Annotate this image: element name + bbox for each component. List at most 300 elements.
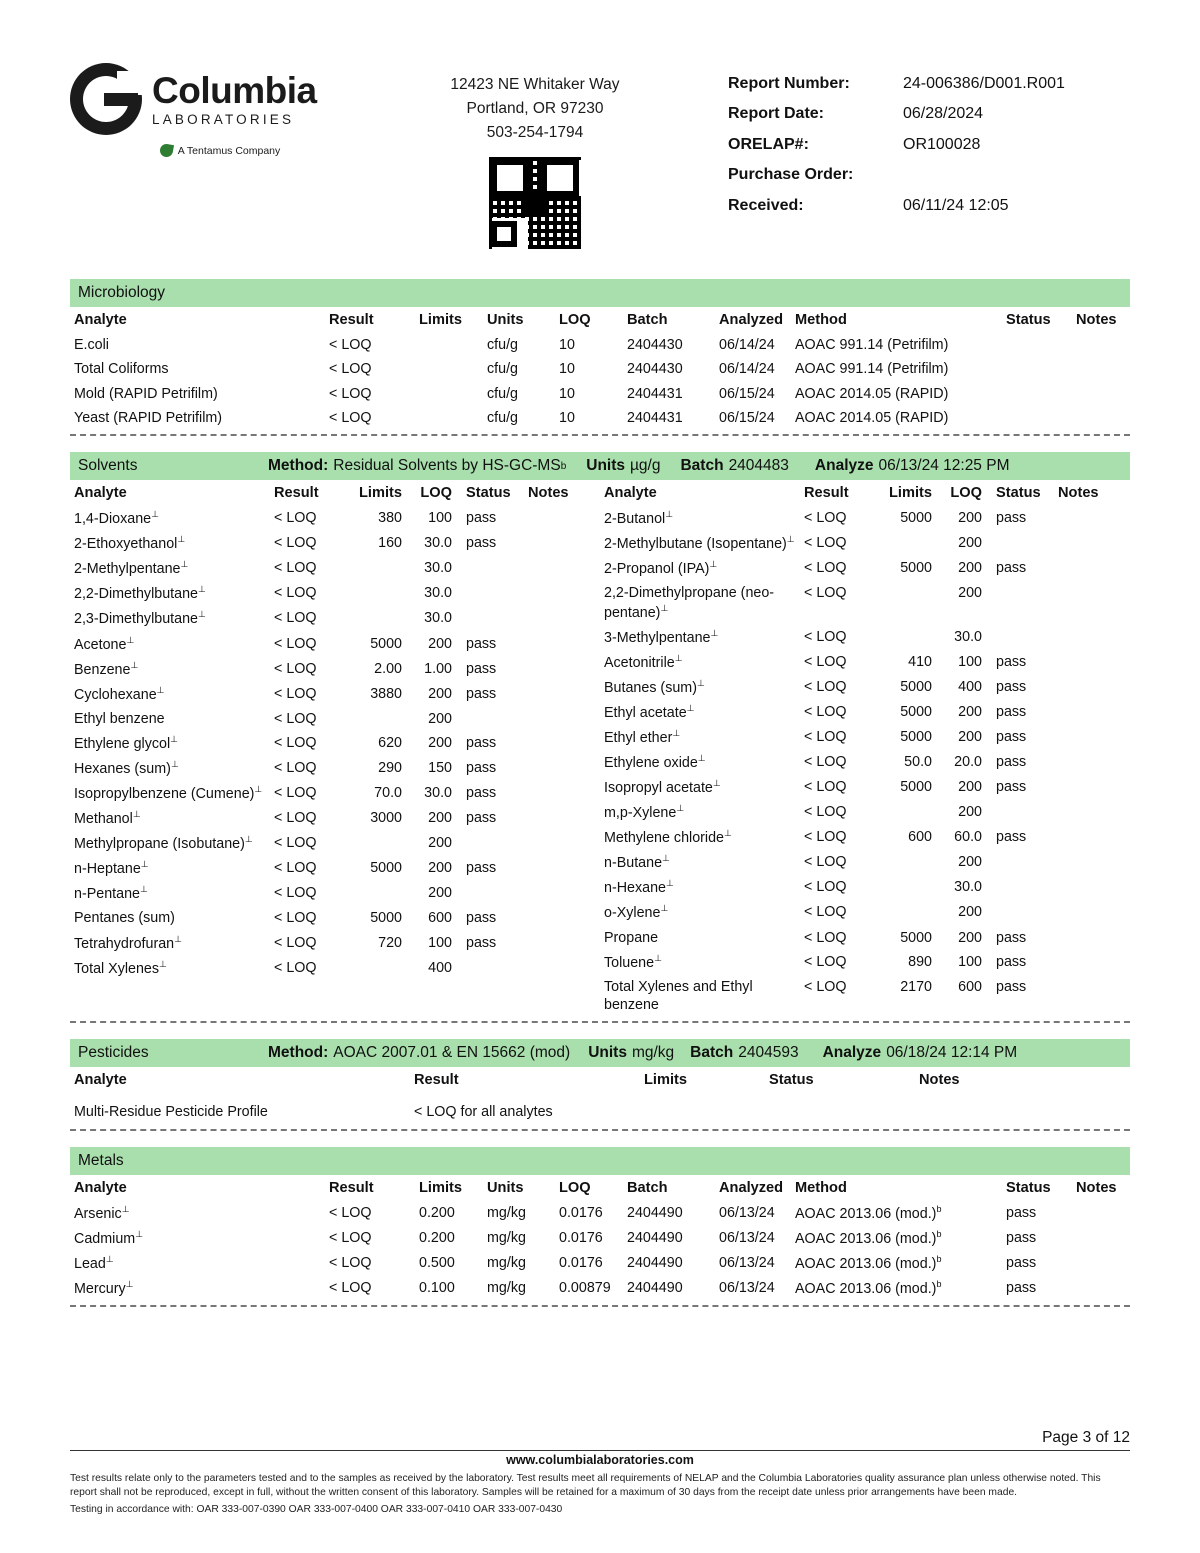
disclaimer-text: Test results relate only to the parameters tested and to the samples as received by the laboratory. Test results meet all requirements of NELAP and the Columbia Laboratories quality assurance plan unless otherwise noted. This report shall not be reproduced, except in full, without the written consent of this laboratory. Samples will be retained for a maximum of 30 days from the receipt date unless prior arrangements have been made. bbox=[70, 1473, 1101, 1499]
cell-limits bbox=[354, 831, 412, 856]
cell-result: < LOQ bbox=[274, 635, 317, 652]
cell-notes bbox=[524, 781, 600, 806]
cell-notes bbox=[1054, 875, 1130, 900]
cell-limits: 620 bbox=[378, 735, 402, 752]
table-row bbox=[70, 531, 600, 556]
cell-limits: 2170 bbox=[900, 978, 932, 995]
table-row bbox=[70, 956, 600, 981]
cell-status: pass bbox=[466, 660, 497, 677]
cell-limits bbox=[884, 875, 942, 900]
col-result: Result bbox=[414, 1072, 459, 1089]
table-row bbox=[600, 800, 1130, 825]
cell-loq: 600 bbox=[428, 910, 452, 927]
cell-analyte: Lead⊥ bbox=[74, 1253, 114, 1272]
cell-status bbox=[992, 875, 1054, 900]
cell-loq: 200 bbox=[428, 810, 452, 827]
section-header-metals bbox=[70, 1147, 1130, 1175]
col-notes: Notes bbox=[1076, 1179, 1117, 1196]
solvents-table-right bbox=[600, 480, 1130, 1017]
cell-loq: 200 bbox=[428, 685, 452, 702]
cell-units: mg/kg bbox=[487, 1204, 526, 1221]
col-limits: Limits bbox=[419, 1179, 462, 1196]
cell-loq: 0.0176 bbox=[559, 1204, 603, 1221]
cell-status: pass bbox=[466, 810, 497, 827]
cell-analyte: Butanes (sum)⊥ bbox=[604, 677, 705, 696]
cell-loq: 150 bbox=[428, 760, 452, 777]
cell-analyte: Yeast (RAPID Petrifilm) bbox=[74, 409, 223, 426]
cell-limits: 50.0 bbox=[904, 754, 932, 771]
cell-limits bbox=[884, 581, 942, 624]
accordance-text: Testing in accordance with: OAR 333-007-0390 OAR 333-007-0400 OAR 333-007-0410 OAR 333-007-0430 bbox=[70, 1504, 563, 1516]
leaf-icon bbox=[159, 143, 174, 158]
cell-status bbox=[992, 581, 1054, 624]
cell-notes bbox=[1054, 926, 1130, 950]
col-units: Units bbox=[487, 1179, 524, 1196]
cell-status: pass bbox=[466, 635, 497, 652]
cell-analyte: Acetone⊥ bbox=[74, 634, 135, 653]
cell-notes bbox=[524, 556, 600, 581]
cell-result: < LOQ bbox=[329, 337, 372, 354]
cell-loq: 600 bbox=[958, 978, 982, 995]
meta-label: Report Number: bbox=[728, 75, 850, 92]
cell-method: AOAC 991.14 (Petrifilm) bbox=[795, 361, 949, 378]
website-link[interactable]: www.columbialaboratories.com bbox=[500, 1453, 700, 1467]
cell-result: < LOQ bbox=[274, 610, 317, 627]
cell-analyte: Mercury⊥ bbox=[74, 1278, 134, 1297]
cell-result: < LOQ for all analytes bbox=[414, 1104, 553, 1121]
col-loq: LOQ bbox=[559, 312, 591, 329]
cell-result: < LOQ bbox=[804, 953, 847, 970]
cell-analyte: Methylpropane (Isobutane)⊥ bbox=[74, 834, 253, 853]
cell-loq: 200 bbox=[958, 585, 982, 602]
cell-loq: 200 bbox=[958, 703, 982, 720]
cell-notes bbox=[1054, 700, 1130, 725]
cell-result: < LOQ bbox=[804, 628, 847, 645]
cell-result: < LOQ bbox=[274, 560, 317, 577]
table-row bbox=[70, 333, 1130, 357]
cell-analyte: Propane bbox=[604, 929, 659, 946]
cell-result: < LOQ bbox=[804, 829, 847, 846]
cell-limits: 5000 bbox=[900, 929, 932, 946]
method-footnote-marker: b bbox=[560, 460, 567, 472]
table-row bbox=[600, 750, 1130, 775]
cell-analyte: n-Hexane⊥ bbox=[604, 878, 674, 897]
cell-status bbox=[1002, 357, 1072, 381]
section-title: Solvents bbox=[78, 457, 138, 475]
cell-loq: 200 bbox=[958, 535, 982, 552]
cell-loq: 30.0 bbox=[424, 585, 452, 602]
qr-code bbox=[489, 157, 581, 249]
units-label: Units bbox=[588, 1044, 627, 1062]
table-row bbox=[70, 1251, 1130, 1276]
cell-status bbox=[462, 831, 524, 856]
cell-analyzed: 06/13/24 bbox=[719, 1204, 775, 1221]
cell-limits: 2.00 bbox=[374, 660, 402, 677]
cell-batch: 2404490 bbox=[627, 1254, 683, 1271]
col-loq: LOQ bbox=[950, 485, 982, 502]
table-row bbox=[70, 1093, 1130, 1124]
table-row bbox=[70, 856, 600, 881]
col-result: Result bbox=[329, 312, 374, 329]
cell-notes bbox=[524, 506, 600, 531]
cell-notes bbox=[1054, 900, 1130, 925]
cell-loq: 0.0176 bbox=[559, 1254, 603, 1271]
cell-notes bbox=[1054, 850, 1130, 875]
cell-method: AOAC 2014.05 (RAPID) bbox=[795, 385, 949, 402]
cell-status: pass bbox=[466, 910, 497, 927]
table-row bbox=[600, 950, 1130, 975]
cell-notes bbox=[524, 881, 600, 906]
section-divider bbox=[70, 1021, 1130, 1023]
cell-analyte: Isopropyl acetate⊥ bbox=[604, 778, 721, 796]
cell-notes bbox=[524, 806, 600, 831]
cell-limits bbox=[640, 1093, 765, 1124]
cell-status bbox=[992, 531, 1054, 556]
table-row bbox=[600, 506, 1130, 531]
table-header-row bbox=[70, 1175, 1130, 1201]
cell-batch: 2404430 bbox=[627, 337, 683, 354]
table-row bbox=[600, 926, 1130, 950]
cell-status: pass bbox=[996, 678, 1027, 695]
cell-notes bbox=[524, 756, 600, 781]
cell-result: < LOQ bbox=[274, 710, 317, 727]
cell-analyte: Benzene⊥ bbox=[74, 659, 139, 678]
table-row bbox=[70, 906, 600, 930]
cell-notes bbox=[1072, 357, 1130, 381]
cell-result: < LOQ bbox=[804, 560, 847, 577]
cell-result: < LOQ bbox=[804, 779, 847, 796]
cell-analyte: Methylene chloride⊥ bbox=[604, 828, 732, 847]
cell-analyte: Methanol⊥ bbox=[74, 809, 141, 827]
meta-value: OR100028 bbox=[903, 135, 981, 153]
cell-analyte: Ethylene glycol⊥ bbox=[74, 734, 179, 752]
col-status: Status bbox=[996, 485, 1041, 502]
cell-status: pass bbox=[466, 934, 497, 951]
cell-result: < LOQ bbox=[804, 854, 847, 871]
pesticides-table bbox=[70, 1067, 1130, 1124]
cell-notes bbox=[1072, 406, 1130, 430]
cell-analyte: Total Xylenes⊥ bbox=[74, 958, 167, 977]
cell-notes bbox=[1054, 650, 1130, 675]
cell-limits bbox=[354, 556, 412, 581]
cell-analyzed: 06/15/24 bbox=[719, 409, 775, 426]
cell-result: < LOQ bbox=[804, 729, 847, 746]
cell-notes bbox=[1054, 825, 1130, 850]
cell-notes bbox=[524, 581, 600, 606]
cell-status: pass bbox=[996, 560, 1027, 577]
cell-status: pass bbox=[1006, 1254, 1037, 1271]
cell-loq: 10 bbox=[559, 337, 575, 354]
cell-limits: 600 bbox=[908, 829, 932, 846]
cell-result: < LOQ bbox=[804, 653, 847, 670]
cell-loq: 60.0 bbox=[954, 829, 982, 846]
logo-subtitle: LABORATORIES bbox=[152, 111, 295, 127]
cell-status: pass bbox=[996, 829, 1027, 846]
cell-limits: 5000 bbox=[370, 910, 402, 927]
solvents-tables bbox=[70, 480, 1130, 1017]
cell-limits: 5000 bbox=[900, 560, 932, 577]
microbiology-table bbox=[70, 307, 1130, 430]
cell-result: < LOQ bbox=[329, 1279, 372, 1296]
cell-limits: 720 bbox=[378, 934, 402, 951]
section-title: Pesticides bbox=[78, 1044, 149, 1062]
cell-limits: 380 bbox=[378, 510, 402, 527]
cell-notes bbox=[1072, 1276, 1130, 1301]
batch-value: 2404483 bbox=[728, 457, 789, 475]
cell-result: < LOQ bbox=[804, 804, 847, 821]
cell-notes bbox=[1054, 750, 1130, 775]
cell-notes bbox=[1072, 382, 1130, 406]
col-analyte: Analyte bbox=[74, 1179, 127, 1196]
cell-limits: 0.100 bbox=[419, 1279, 455, 1296]
cell-batch: 2404490 bbox=[627, 1229, 683, 1246]
analyze-value: 06/13/24 12:25 PM bbox=[878, 457, 1010, 475]
cell-status: pass bbox=[1006, 1229, 1037, 1246]
table-row bbox=[600, 775, 1130, 800]
address-phone: 503-254-1794 bbox=[486, 124, 584, 142]
cell-result: < LOQ bbox=[804, 703, 847, 720]
cell-analyzed: 06/14/24 bbox=[719, 361, 775, 378]
cell-result: < LOQ bbox=[804, 535, 847, 552]
cell-analyte: 2-Methylbutane (Isopentane)⊥ bbox=[604, 534, 795, 553]
cell-status: pass bbox=[1006, 1204, 1037, 1221]
cell-result: < LOQ bbox=[274, 959, 317, 976]
cell-batch: 2404431 bbox=[627, 385, 683, 402]
cell-status: pass bbox=[466, 685, 497, 702]
cell-loq: 30.0 bbox=[424, 535, 452, 552]
meta-row bbox=[728, 99, 1140, 129]
col-notes: Notes bbox=[1058, 485, 1099, 502]
cell-analyte: 2,2-Dimethylbutane⊥ bbox=[74, 584, 206, 603]
cell-limits: 3880 bbox=[370, 685, 402, 702]
page-number: Page 3 of 12 bbox=[1042, 1429, 1130, 1447]
cell-units: mg/kg bbox=[487, 1229, 526, 1246]
table-row bbox=[600, 850, 1130, 875]
section-divider bbox=[70, 1129, 1130, 1131]
cell-status bbox=[1002, 406, 1072, 430]
cell-analyte: Mold (RAPID Petrifilm) bbox=[74, 385, 218, 402]
table-row bbox=[70, 1226, 1130, 1251]
col-result: Result bbox=[804, 485, 849, 502]
cell-method: AOAC 2013.06 $(mod.)^b$ bbox=[795, 1278, 942, 1297]
cell-result: < LOQ bbox=[804, 510, 847, 527]
cell-limits bbox=[354, 956, 412, 981]
cell-notes bbox=[524, 956, 600, 981]
cell-analyte: Ethyl benzene bbox=[74, 710, 165, 727]
cell-analyte: Tetrahydrofuran⊥ bbox=[74, 933, 182, 952]
cell-limits: 5000 bbox=[900, 678, 932, 695]
batch-label: Batch bbox=[690, 1044, 734, 1062]
cell-analyzed: 06/15/24 bbox=[719, 385, 775, 402]
cell-result: < LOQ bbox=[804, 678, 847, 695]
cell-loq: 200 bbox=[428, 635, 452, 652]
section-title: Metals bbox=[78, 1151, 124, 1169]
address-line-2: Portland, OR 97230 bbox=[466, 100, 604, 118]
cell-result: < LOQ bbox=[329, 1229, 372, 1246]
cell-analyte: n-Butane⊥ bbox=[604, 853, 670, 872]
cell-status: pass bbox=[996, 653, 1027, 670]
cell-notes bbox=[524, 831, 600, 856]
col-batch: Batch bbox=[627, 312, 668, 329]
cell-loq: 10 bbox=[559, 409, 575, 426]
cell-notes bbox=[915, 1093, 1130, 1124]
cell-loq: 0.0176 bbox=[559, 1229, 603, 1246]
cell-limits bbox=[354, 881, 412, 906]
section-header-solvents bbox=[70, 452, 1130, 480]
cell-status: pass bbox=[466, 535, 497, 552]
col-loq: LOQ bbox=[420, 485, 452, 502]
meta-label: Purchase Order: bbox=[728, 166, 854, 184]
cell-analyte: 3-Methylpentane⊥ bbox=[604, 627, 719, 646]
cell-analyzed: 06/14/24 bbox=[719, 337, 775, 354]
cell-notes bbox=[524, 707, 600, 731]
cell-units: cfu/g bbox=[487, 385, 518, 402]
cell-loq: 200 bbox=[958, 560, 982, 577]
cell-status: pass bbox=[466, 860, 497, 877]
cell-loq: 200 bbox=[958, 510, 982, 527]
cell-analyte: E.coli bbox=[74, 337, 109, 354]
cell-result: < LOQ bbox=[804, 904, 847, 921]
cell-limits bbox=[415, 357, 483, 381]
cell-notes bbox=[1072, 1226, 1130, 1251]
cell-result: < LOQ bbox=[274, 535, 317, 552]
analyze-label: Analyze bbox=[822, 1044, 882, 1062]
cell-loq: 200 bbox=[958, 779, 982, 796]
address-line-1: 12423 NE Whitaker Way bbox=[450, 76, 620, 93]
cell-limits: 5000 bbox=[900, 729, 932, 746]
table-header-row bbox=[70, 307, 1130, 333]
cell-result: < LOQ bbox=[274, 810, 317, 827]
col-notes: Notes bbox=[1076, 312, 1117, 329]
cell-result: < LOQ bbox=[274, 910, 317, 927]
cell-loq: 200 bbox=[428, 885, 452, 902]
cell-status: pass bbox=[996, 510, 1027, 527]
cell-notes bbox=[524, 931, 600, 956]
table-row bbox=[70, 931, 600, 956]
cell-notes bbox=[524, 731, 600, 756]
cell-units: mg/kg bbox=[487, 1279, 526, 1296]
cell-loq: 100 bbox=[958, 953, 982, 970]
cell-loq: 100 bbox=[428, 510, 452, 527]
table-row bbox=[70, 781, 600, 806]
cell-notes bbox=[1072, 333, 1130, 357]
method-label: Method: bbox=[268, 1044, 329, 1062]
cell-analyte: Acetonitrile⊥ bbox=[604, 652, 683, 671]
lab-logo bbox=[70, 55, 370, 157]
section-header-microbiology bbox=[70, 279, 1130, 307]
cell-limits bbox=[354, 606, 412, 631]
cell-notes bbox=[524, 657, 600, 682]
cell-status bbox=[992, 900, 1054, 925]
cell-status bbox=[992, 625, 1054, 650]
col-result: Result bbox=[274, 485, 319, 502]
meta-value: 06/11/24 12:05 bbox=[903, 196, 1009, 214]
cell-loq: 200 bbox=[958, 854, 982, 871]
cell-notes bbox=[1054, 775, 1130, 800]
cell-analyte: Total Xylenes and Ethyl benzene bbox=[604, 978, 753, 1014]
cell-loq: 1.00 bbox=[424, 660, 452, 677]
cell-status bbox=[1002, 382, 1072, 406]
col-analyte: Analyte bbox=[604, 485, 657, 502]
section-divider bbox=[70, 1305, 1130, 1307]
cell-limits: 410 bbox=[908, 653, 932, 670]
method-value: Residual Solvents by HS-GC-MS bbox=[333, 457, 561, 475]
meta-label: Report Date: bbox=[728, 105, 825, 123]
cell-analyzed: 06/13/24 bbox=[719, 1254, 775, 1271]
meta-value: 24-006386/D001.R001 bbox=[903, 75, 1065, 92]
cell-loq: 20.0 bbox=[954, 754, 982, 771]
cell-result: < LOQ bbox=[274, 934, 317, 951]
cell-notes bbox=[1072, 1201, 1130, 1226]
cell-notes bbox=[1054, 581, 1130, 624]
cell-status bbox=[1002, 333, 1072, 357]
cell-batch: 2404431 bbox=[627, 409, 683, 426]
cell-analyte: Cyclohexane⊥ bbox=[74, 684, 165, 703]
cell-status bbox=[462, 606, 524, 631]
table-row bbox=[70, 806, 600, 831]
cell-result: < LOQ bbox=[274, 835, 317, 852]
cell-status: pass bbox=[996, 953, 1027, 970]
table-row bbox=[70, 506, 600, 531]
col-loq: LOQ bbox=[559, 1179, 591, 1196]
col-limits: Limits bbox=[889, 485, 932, 502]
cell-loq: 200 bbox=[958, 904, 982, 921]
cell-analyte: 2-Methylpentane⊥ bbox=[74, 559, 189, 578]
table-row bbox=[600, 825, 1130, 850]
cell-loq: 30.0 bbox=[424, 785, 452, 802]
report-footer bbox=[0, 1429, 1200, 1517]
cell-result: < LOQ bbox=[274, 585, 317, 602]
cell-limits bbox=[415, 333, 483, 357]
cell-status: pass bbox=[466, 760, 497, 777]
cell-analyte: 2-Ethoxyethanol⊥ bbox=[74, 534, 186, 553]
cell-limits: 5000 bbox=[900, 510, 932, 527]
cell-method: AOAC 2013.06 $(mod.)^b$ bbox=[795, 1228, 942, 1247]
method-label: Method: bbox=[268, 457, 329, 475]
cell-limits bbox=[354, 581, 412, 606]
table-row bbox=[600, 725, 1130, 750]
cell-result: < LOQ bbox=[274, 735, 317, 752]
table-row bbox=[70, 657, 600, 682]
cell-analyte: Cadmium⊥ bbox=[74, 1228, 144, 1247]
table-row bbox=[600, 900, 1130, 925]
table-row bbox=[70, 881, 600, 906]
table-row bbox=[70, 382, 1130, 406]
cell-notes bbox=[524, 856, 600, 881]
cell-result: < LOQ bbox=[274, 760, 317, 777]
cell-analyte: Toluene⊥ bbox=[604, 952, 662, 971]
cell-limits: 890 bbox=[908, 953, 932, 970]
cell-loq: 200 bbox=[428, 860, 452, 877]
cell-loq: 400 bbox=[958, 678, 982, 695]
cell-status bbox=[462, 707, 524, 731]
meta-value: 06/28/2024 bbox=[903, 105, 984, 123]
cell-limits: 160 bbox=[378, 535, 402, 552]
cell-analyzed: 06/13/24 bbox=[719, 1279, 775, 1296]
table-row bbox=[70, 707, 600, 731]
cell-notes bbox=[524, 606, 600, 631]
cell-result: < LOQ bbox=[274, 660, 317, 677]
meta-row bbox=[728, 130, 1140, 160]
cell-analyte: o-Xylene⊥ bbox=[604, 903, 669, 922]
cell-limits: 5000 bbox=[900, 779, 932, 796]
table-row bbox=[70, 406, 1130, 430]
cell-notes bbox=[524, 531, 600, 556]
cell-notes bbox=[1054, 625, 1130, 650]
cell-limits: 5000 bbox=[900, 703, 932, 720]
col-result: Result bbox=[329, 1179, 374, 1196]
col-status: Status bbox=[1006, 312, 1051, 329]
